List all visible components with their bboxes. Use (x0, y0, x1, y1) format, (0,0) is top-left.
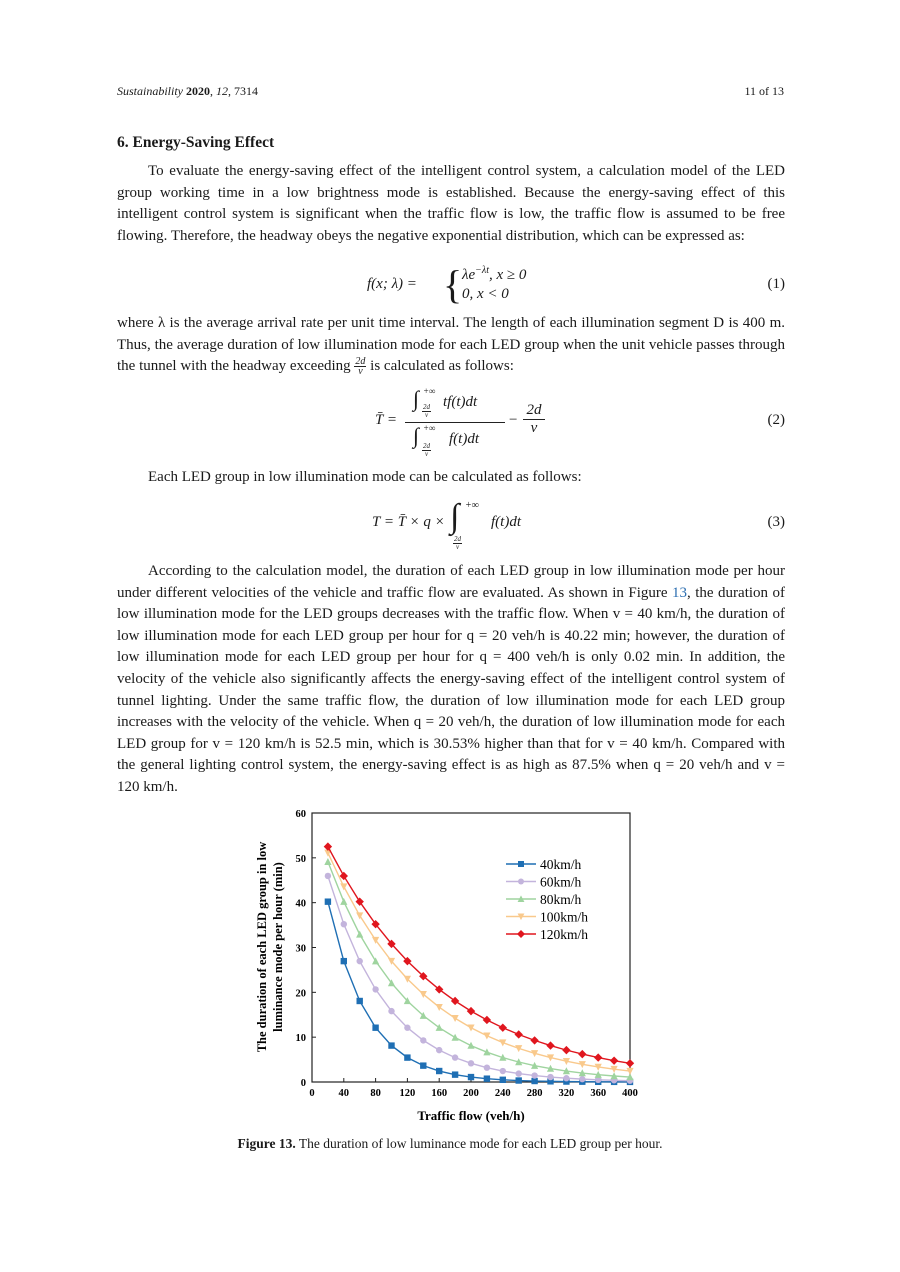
marker-circle (518, 879, 524, 885)
marker-diamond (467, 1007, 475, 1015)
marker-circle (484, 1064, 490, 1070)
legend-label: 100km/h (540, 909, 589, 925)
x-tick-label: 320 (558, 1088, 575, 1099)
marker-circle (531, 1072, 537, 1078)
eq1-case1-exponent: −λt (475, 265, 490, 276)
marker-diamond (626, 1059, 634, 1067)
y-tick-label: 20 (295, 988, 306, 1000)
marker-circle (420, 1037, 426, 1043)
marker-diamond (515, 1030, 523, 1038)
integral-sign: ∫ (413, 423, 420, 448)
eq2-denominator (405, 423, 505, 457)
eq3-integrand: f(t)dt (491, 514, 521, 530)
marker-square (436, 1068, 442, 1074)
marker-diamond (610, 1056, 618, 1064)
legend-label: 80km/h (540, 892, 582, 907)
x-tick-label: 80 (370, 1088, 381, 1099)
eq2-numerator (405, 388, 505, 423)
lower-n: 2d (454, 535, 461, 543)
legend-item (506, 857, 582, 872)
plot-frame (312, 813, 630, 1082)
x-tick-label: 280 (526, 1088, 543, 1099)
inline-fraction-denominator: v (358, 366, 363, 378)
journal-volume: 12 (216, 84, 228, 98)
eq1-case1 (462, 265, 526, 284)
paragraph-4 (117, 561, 785, 799)
legend-label: 60km/h (540, 874, 582, 890)
marker-square (468, 1074, 474, 1080)
inline-fraction (354, 357, 366, 376)
eq3-lhs: T = T̄ × q × (372, 514, 445, 530)
marker-circle (547, 1074, 553, 1080)
marker-circle (516, 1070, 522, 1076)
marker-diamond (483, 1016, 491, 1024)
section-title: Energy-Saving Effect (132, 134, 275, 151)
marker-circle (357, 958, 363, 964)
marker-square (518, 861, 524, 867)
lower-n: 2d (423, 442, 430, 450)
legend-item (506, 910, 588, 925)
eq3-number: (3) (767, 514, 785, 530)
eq1-case1-condition: , x ≥ 0 (489, 267, 527, 283)
paragraph-1: To evaluate the energy-saving effect of the intelligent control system, a calculation model of the LED group working time in a low brightness mode is established. Because the energy-saving effect of this intelligent control system is significant when the traffic flow is low, the traffic flow is assumed to be free flowing. Therefore, the headway obeys the negative exponential distribution, which can be expressed as: (117, 163, 785, 244)
marker-circle (404, 1025, 410, 1031)
series-layer (324, 842, 635, 1085)
eq2-lhs: T̄ = (375, 412, 397, 428)
legend (506, 857, 588, 942)
marker-circle (579, 1076, 585, 1082)
page-number: 11 of 13 (744, 84, 784, 98)
x-tick-label: 40 (338, 1088, 350, 1099)
legend-item (506, 927, 588, 942)
series-line (328, 876, 630, 1081)
marker-circle (468, 1060, 474, 1066)
marker-square (500, 1077, 506, 1083)
article-number: 7314 (234, 84, 258, 98)
eq1-case2: 0, x < 0 (462, 286, 509, 302)
y-axis-label-line1: The duration of each LED group in low (255, 841, 269, 1053)
eq2-number: (2) (767, 412, 785, 428)
paragraph-2 (117, 313, 785, 378)
legend-label: 120km/h (540, 927, 589, 942)
eq1-case1-expr: λe (462, 267, 476, 283)
marker-circle (452, 1054, 458, 1060)
inline-fraction-numerator: 2d (355, 356, 366, 368)
paragraph-4-text-a: According to the calculation model, the duration of each LED group in low illumination mode per hour under different velocities of the vehicle and traffic flow are evaluated. As shown in Figure (117, 563, 785, 601)
legend-item (506, 875, 582, 890)
series-120km-per-h (324, 842, 635, 1067)
marker-diamond (517, 930, 525, 938)
journal-name: Sustainability (117, 84, 183, 98)
y-tick-label: 0 (300, 1078, 306, 1089)
marker-diamond (530, 1036, 538, 1044)
lower-d: v (455, 543, 460, 551)
eq2-main-fraction (405, 388, 505, 457)
x-tick-label: 0 (309, 1088, 315, 1099)
marker-circle (325, 873, 331, 879)
paragraph-3: Each LED group in low illumination mode can be calculated as follows: (148, 469, 582, 485)
equation-2 (117, 388, 785, 458)
legend-item (506, 892, 582, 907)
running-header (117, 84, 784, 99)
marker-square (325, 898, 331, 904)
series-line (328, 853, 630, 1071)
x-tick-label: 120 (399, 1088, 416, 1099)
equation-1 (117, 262, 785, 308)
y-tick-label: 50 (295, 853, 306, 865)
lower-d: v (424, 411, 429, 419)
section-number: 6. (117, 134, 129, 151)
journal-year: 2020 (186, 84, 210, 98)
marker-circle (563, 1075, 569, 1081)
integral-sign: ∫ (450, 498, 460, 535)
eq1-brace: { (443, 262, 463, 307)
marker-square (420, 1062, 426, 1068)
marker-diamond (356, 897, 364, 905)
lower-d: v (424, 450, 429, 458)
marker-diamond (578, 1050, 586, 1058)
marker-square (531, 1078, 537, 1084)
eq1-lhs: f(x; λ) = (367, 276, 417, 292)
section-heading (117, 134, 274, 152)
eq2-den-upper-limit: +∞ (423, 423, 436, 433)
marker-diamond (594, 1053, 602, 1061)
marker-triangle-up (340, 898, 347, 905)
legend-label: 40km/h (540, 857, 582, 872)
x-tick-label: 360 (590, 1088, 607, 1099)
marker-triangle-down (483, 1033, 490, 1040)
marker-circle (500, 1068, 506, 1074)
x-tick-label: 160 (431, 1088, 448, 1099)
marker-square (404, 1054, 410, 1060)
marker-triangle-up (372, 957, 379, 964)
x-tick-label: 240 (494, 1088, 511, 1099)
paragraph-4-text-b: , the duration of low illumination mode for the LED groups decreases with the traffic flow. When v = 40 km/h, the duration of low illumination mode for each LED group per hour for q = 20 veh/h is 40.22 min; however, the duration of low illumination mode for each LED group per hour for q = 400 veh/h is only 0.02 min. In addition, the velocity of the vehicle also significantly affects the energy-saving effect of the intelligent control system of tunnel lighting. Under the same traffic flow, the duration of low illumination mode for each LED group increases with the velocity of the vehicle. When q = 20 veh/h, the duration of low illumination mode for each LED group for v = 120 km/h is 52.5 min, which is 30.53% higher than that for v = 40 km/h. Compared with the general lighting control system, the energy-saving effect is as high as 87.5% when q = 20 veh/h and v = 120 km/h. (117, 584, 785, 795)
eq2-fraction (523, 402, 545, 437)
marker-square (484, 1075, 490, 1081)
x-axis-label: Traffic flow (veh/h) (417, 1108, 525, 1123)
marker-triangle-up (452, 1034, 459, 1041)
eq2-den-integrand: f(t)dt (449, 431, 479, 447)
paragraph-2-text-a: where λ is the average arrival rate per unit time interval. The length of each illumination segment D is 400 m. Thus, the average duration of low illumination mode for each LED group when the unit vehicle passes through the tunnel with the headway exceeding (117, 315, 785, 375)
marker-triangle-up (467, 1042, 474, 1049)
eq3-lower-limit (453, 536, 462, 551)
marker-square (357, 998, 363, 1004)
marker-triangle-down (467, 1025, 474, 1032)
series-60km-per-h (325, 873, 633, 1084)
paragraph-2-text-b: is calculated as follows: (366, 358, 514, 375)
y-tick-label: 30 (295, 943, 306, 955)
marker-square (452, 1071, 458, 1077)
marker-diamond (546, 1041, 554, 1049)
eq2-num-upper-limit: +∞ (423, 386, 436, 396)
x-tick-label: 400 (622, 1088, 638, 1099)
eq2-fraction-numerator: 2d (523, 402, 545, 420)
eq2-minus: − (509, 412, 518, 428)
marker-square (372, 1025, 378, 1031)
figure-caption (0, 1136, 900, 1152)
series-80km-per-h (324, 858, 633, 1080)
marker-triangle-up (356, 931, 363, 938)
figure-13-link[interactable]: 13 (672, 584, 688, 601)
lower-n: 2d (423, 403, 430, 411)
y-tick-label: 60 (295, 809, 306, 820)
marker-triangle-down (436, 1004, 443, 1011)
marker-triangle-down (340, 883, 347, 890)
figure-13-chart (250, 800, 650, 1130)
y-tick-label: 40 (295, 898, 306, 910)
marker-circle (388, 1008, 394, 1014)
y-axis-label-line2: luminance mode per hour (min) (271, 862, 285, 1032)
series-100km-per-h (324, 850, 633, 1075)
marker-circle (372, 986, 378, 992)
marker-circle (436, 1047, 442, 1053)
marker-square (388, 1042, 394, 1048)
marker-diamond (324, 842, 332, 850)
marker-square (516, 1077, 522, 1083)
series-line (328, 862, 630, 1077)
x-tick-label: 200 (463, 1088, 479, 1099)
integral-sign: ∫ (413, 386, 420, 411)
eq2-num-lower-limit (422, 404, 431, 419)
marker-diamond (562, 1046, 570, 1054)
equation-3 (117, 498, 785, 552)
y-tick-label: 10 (295, 1033, 306, 1045)
eq1-number: (1) (767, 276, 785, 292)
eq3-upper-limit: +∞ (465, 500, 479, 511)
marker-diamond (499, 1024, 507, 1032)
eq2-den-lower-limit (422, 443, 431, 458)
marker-triangle-down (452, 1015, 459, 1022)
eq2-fraction-denominator: v (530, 420, 538, 436)
marker-circle (341, 921, 347, 927)
journal-citation: Sustainability 2020, 12, 7314 (117, 84, 258, 98)
figure-caption-text: The duration of low luminance mode for each LED group per hour. (295, 1136, 663, 1151)
eq2-num-integrand: tf(t)dt (443, 394, 478, 410)
figure-label: Figure 13. (237, 1136, 296, 1151)
marker-square (341, 958, 347, 964)
